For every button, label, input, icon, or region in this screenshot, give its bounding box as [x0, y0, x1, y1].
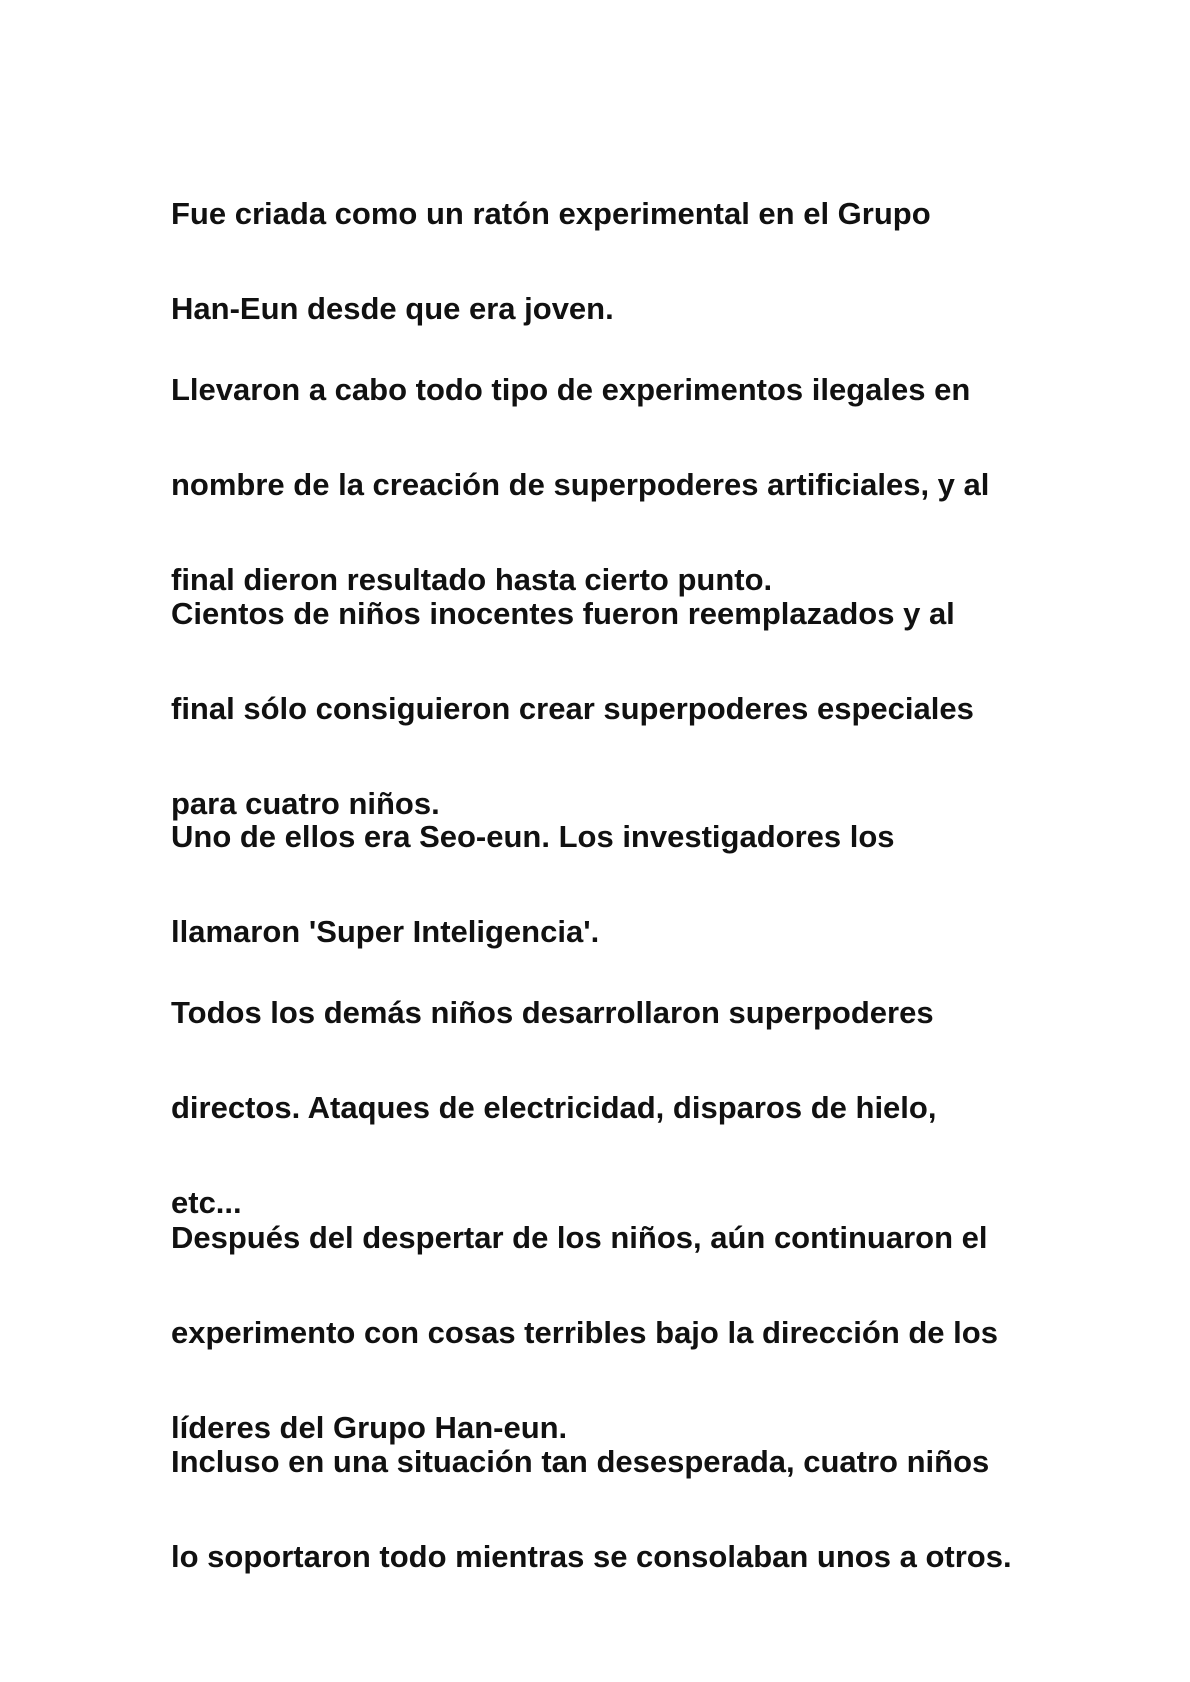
text-line: líderes del Grupo Han-eun. — [171, 1409, 568, 1445]
text-line: lo soportaron todo mientras se consolaban unos a otros. — [171, 1538, 1012, 1574]
text-line: etc... — [171, 1184, 242, 1220]
text-line: final dieron resultado hasta cierto punto. — [171, 561, 773, 597]
text-line: Incluso en una situación tan desesperada, cuatro niños — [171, 1443, 990, 1479]
text-line: Uno de ellos era Seo-eun. Los investigadores los — [171, 818, 895, 854]
text-line: final sólo consiguieron crear superpoderes especiales — [171, 690, 974, 726]
text-line: Cientos de niños inocentes fueron reemplazados y al — [171, 595, 955, 631]
text-line: experimento con cosas terribles bajo la dirección de los — [171, 1314, 998, 1350]
text-line: para cuatro niños. — [171, 785, 440, 821]
text-line: Llevaron a cabo todo tipo de experimentos ilegales en — [171, 371, 971, 407]
text-line: directos. Ataques de electricidad, disparos de hielo, — [171, 1089, 937, 1125]
text-line: Todos los demás niños desarrollaron superpoderes — [171, 994, 934, 1030]
paragraph-7 — [171, 1390, 1041, 1628]
text-line: Han-Eun desde que era joven. — [171, 290, 614, 326]
text-line: Después del despertar de los niños, aún continuaron el — [171, 1219, 988, 1255]
text-line: llamaron 'Super Inteligencia'. — [171, 913, 600, 949]
text-line: nombre de la creación de superpoderes artificiales, y al — [171, 466, 990, 502]
text-line: Fue criada como un ratón experimental en el Grupo — [171, 195, 931, 231]
